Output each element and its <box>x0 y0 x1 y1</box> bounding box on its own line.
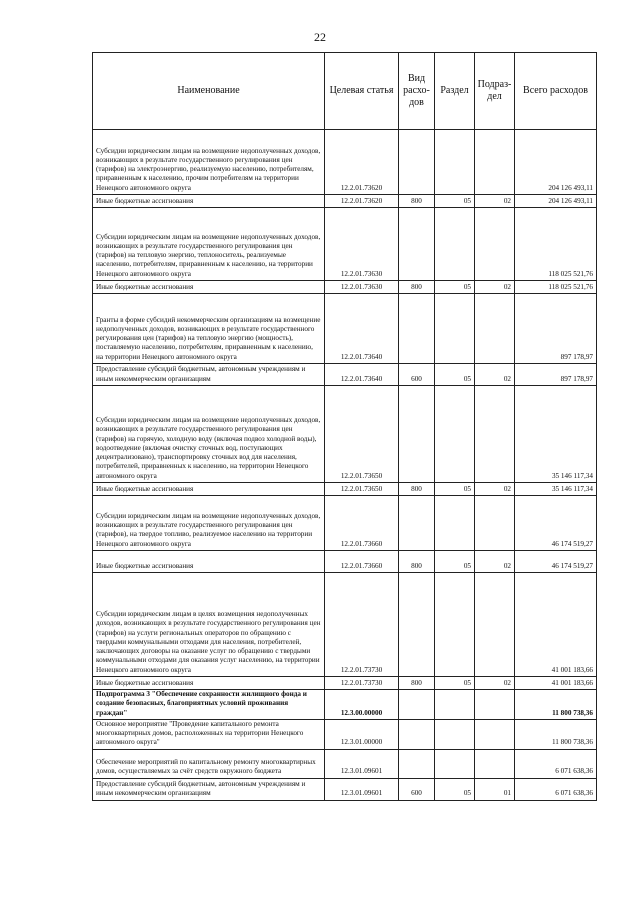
cell-kind: 800 <box>399 195 435 208</box>
table-row <box>93 483 597 496</box>
table-row <box>93 573 597 677</box>
cell-code: 12.3.00.00000 <box>325 690 399 720</box>
cell-total: 11 800 738,36 <box>515 690 597 720</box>
table-row <box>93 195 597 208</box>
cell-subsection <box>475 496 515 551</box>
cell-code: 12.2.01.73730 <box>325 677 399 690</box>
cell-subsection: 01 <box>475 778 515 800</box>
cell-section: 05 <box>435 677 475 690</box>
cell-code: 12.2.01.73620 <box>325 195 399 208</box>
cell-kind: 800 <box>399 281 435 294</box>
cell-total: 46 174 519,27 <box>515 496 597 551</box>
table-row <box>93 778 597 800</box>
cell-subsection: 02 <box>475 551 515 573</box>
cell-subsection: 02 <box>475 281 515 294</box>
cell-subsection <box>475 386 515 483</box>
cell-code: 12.2.01.73660 <box>325 496 399 551</box>
cell-kind <box>399 208 435 281</box>
cell-code: 12.2.01.73650 <box>325 386 399 483</box>
cell-name: Субсидии юридическим лицам на возмещение недополученных доходов, возникающих в результате государственного регулирования цен (тарифов) на электроэнергию, реализуемую населению, потребителям, приравненным к населению, прочим потребителям на территории Ненецкого автономного округа <box>93 130 325 195</box>
cell-code: 12.3.01.09601 <box>325 749 399 778</box>
cell-subsection <box>475 690 515 720</box>
cell-total: 118 025 521,76 <box>515 208 597 281</box>
table-row <box>93 294 597 364</box>
cell-name: Основное мероприятие "Проведение капитального ремонта многоквартирных домов, расположенных на территории Ненецкого автономного округа" <box>93 719 325 749</box>
cell-code: 12.2.01.73650 <box>325 483 399 496</box>
cell-code: 12.2.01.73620 <box>325 130 399 195</box>
cell-kind: 800 <box>399 551 435 573</box>
table-row <box>93 690 597 720</box>
cell-name: Субсидии юридическим лицам на возмещение недополученных доходов, возникающих в результате государственного регулирования цен (тарифов) на тепловую энергию, теплоноситель, реализуемые населению, потребителям, приравненным к населению, на территории Ненецкого автономного округа <box>93 208 325 281</box>
cell-code: 12.2.01.73660 <box>325 551 399 573</box>
cell-section <box>435 208 475 281</box>
table-row <box>93 281 597 294</box>
cell-total: 35 146 117,34 <box>515 386 597 483</box>
cell-code: 12.3.01.00000 <box>325 719 399 749</box>
cell-name: Иные бюджетные ассигнования <box>93 677 325 690</box>
table-row <box>93 208 597 281</box>
page-number: 22 <box>314 30 326 44</box>
table-row <box>93 677 597 690</box>
cell-total: 897 178,97 <box>515 364 597 386</box>
cell-section <box>435 690 475 720</box>
cell-section: 05 <box>435 364 475 386</box>
cell-section: 05 <box>435 551 475 573</box>
table-row <box>93 496 597 551</box>
cell-section: 05 <box>435 778 475 800</box>
cell-subsection: 02 <box>475 364 515 386</box>
cell-subsection: 02 <box>475 195 515 208</box>
cell-name: Субсидии юридическим лицам на возмещение недополученных доходов, возникающих в результате государственного регулирования цен (тарифов) на горячую, холодную воду (включая подвоз холодной воды), водоотведение (включая очистку сточных вод, поступающих децентрализовано), транспортировку сточных вод для населения, потребителей, приравненных к населению, на территории Ненецкого автономного округа <box>93 386 325 483</box>
table-row <box>93 719 597 749</box>
cell-section <box>435 386 475 483</box>
cell-kind <box>399 386 435 483</box>
cell-section <box>435 719 475 749</box>
cell-kind <box>399 130 435 195</box>
cell-name: Субсидии юридическим лицам в целях возмещения недополученных доходов, возникающих в результате государственного регулирования цен (тарифов) на услуги региональных операторов по обращению с твердыми коммунальными отходами для населения, потребителей, заключающих договоры на оказание услуг по обращению с твердыми коммунальными отходами для оказания услуг населению, на территории Ненецкого автономного округа <box>93 573 325 677</box>
table-row <box>93 130 597 195</box>
cell-section <box>435 294 475 364</box>
cell-code: 12.2.01.73630 <box>325 208 399 281</box>
cell-kind <box>399 719 435 749</box>
table-row <box>93 749 597 778</box>
cell-section: 05 <box>435 281 475 294</box>
cell-name: Иные бюджетные ассигнования <box>93 195 325 208</box>
cell-code: 12.2.01.73730 <box>325 573 399 677</box>
cell-section <box>435 749 475 778</box>
cell-kind: 800 <box>399 483 435 496</box>
cell-total: 46 174 519,27 <box>515 551 597 573</box>
cell-subsection: 02 <box>475 677 515 690</box>
cell-subsection <box>475 749 515 778</box>
cell-kind: 600 <box>399 364 435 386</box>
header-target: Целевая статья <box>325 53 399 130</box>
budget-table <box>92 52 597 801</box>
cell-subsection: 02 <box>475 483 515 496</box>
cell-subsection <box>475 294 515 364</box>
header-total: Всего расходов <box>515 53 597 130</box>
cell-section: 05 <box>435 195 475 208</box>
cell-name: Иные бюджетные ассигнования <box>93 483 325 496</box>
cell-total: 41 001 183,66 <box>515 677 597 690</box>
cell-name: Подпрограмма 3 "Обеспечение сохранности жилищного фонда и создание безопасных, благоприятных условий проживания граждан" <box>93 690 325 720</box>
cell-kind: 600 <box>399 778 435 800</box>
header-kind: Вид расхо-дов <box>399 53 435 130</box>
header-subsection: Подраз-дел <box>475 53 515 130</box>
cell-code: 12.2.01.73640 <box>325 294 399 364</box>
header-section: Раздел <box>435 53 475 130</box>
cell-name: Иные бюджетные ассигнования <box>93 551 325 573</box>
cell-total: 41 001 183,66 <box>515 573 597 677</box>
cell-kind <box>399 294 435 364</box>
cell-kind <box>399 496 435 551</box>
table-row <box>93 364 597 386</box>
cell-total: 35 146 117,34 <box>515 483 597 496</box>
cell-total: 897 178,97 <box>515 294 597 364</box>
cell-section <box>435 496 475 551</box>
cell-section <box>435 130 475 195</box>
cell-subsection <box>475 208 515 281</box>
cell-total: 204 126 493,11 <box>515 195 597 208</box>
cell-total: 204 126 493,11 <box>515 130 597 195</box>
cell-subsection <box>475 130 515 195</box>
cell-total: 11 800 738,36 <box>515 719 597 749</box>
cell-subsection <box>475 719 515 749</box>
cell-name: Субсидии юридическим лицам на возмещение недополученных доходов, возникающих в результате государственного регулирования цен (тарифов), на твердое топливо, реализуемое населению на территории Ненецкого автономного округа <box>93 496 325 551</box>
cell-section <box>435 573 475 677</box>
table-row <box>93 386 597 483</box>
cell-name: Обеспечение мероприятий по капитальному ремонту многоквартирных домов, осуществляемых за счёт средств окружного бюджета <box>93 749 325 778</box>
cell-total: 6 071 638,36 <box>515 749 597 778</box>
cell-total: 118 025 521,76 <box>515 281 597 294</box>
cell-name: Предоставление субсидий бюджетным, автономным учреждениям и иным некоммерческим организациям <box>93 364 325 386</box>
cell-kind <box>399 573 435 677</box>
cell-subsection <box>475 573 515 677</box>
table-header-row <box>93 53 597 130</box>
cell-kind <box>399 690 435 720</box>
cell-total: 6 071 638,36 <box>515 778 597 800</box>
table-row <box>93 551 597 573</box>
cell-kind <box>399 749 435 778</box>
cell-code: 12.2.01.73640 <box>325 364 399 386</box>
cell-name: Предоставление субсидий бюджетным, автономным учреждениям и иным некоммерческим организациям <box>93 778 325 800</box>
cell-section: 05 <box>435 483 475 496</box>
cell-name: Иные бюджетные ассигнования <box>93 281 325 294</box>
cell-code: 12.3.01.09601 <box>325 778 399 800</box>
cell-kind: 800 <box>399 677 435 690</box>
cell-name: Гранты в форме субсидий некоммерческим организациям на возмещение недополученных доходов, возникающих в результате государственного регулирования цен (тарифов) на тепловую энергию (мощность), поставляемую населению, потребителям, приравненным к населению, на территории Ненецкого автономного округа <box>93 294 325 364</box>
cell-code: 12.2.01.73630 <box>325 281 399 294</box>
header-name: Наименование <box>93 53 325 130</box>
